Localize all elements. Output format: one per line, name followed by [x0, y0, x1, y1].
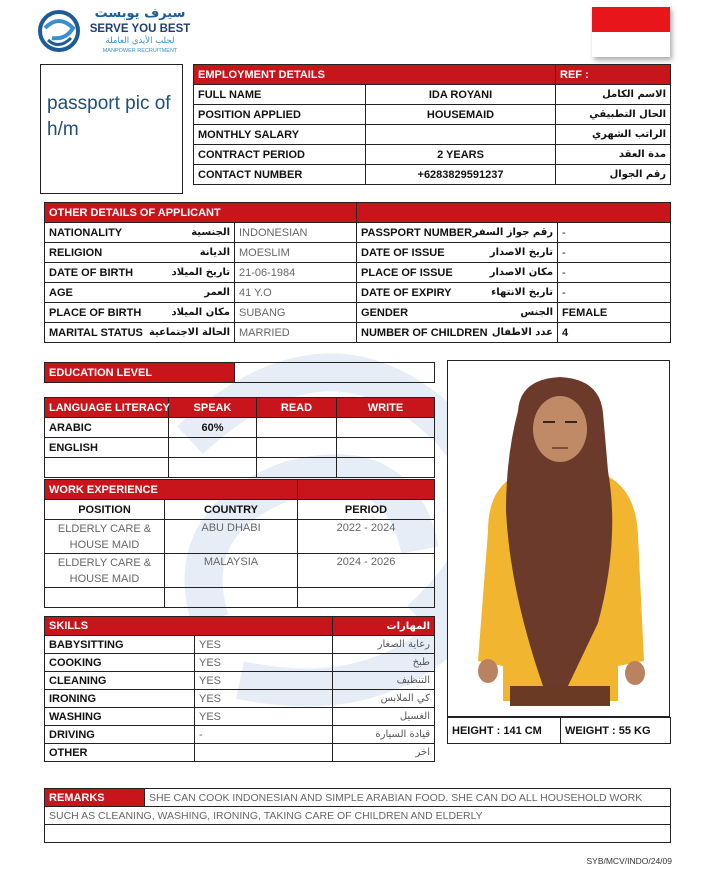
skill-arabic: قيادة السيارة — [333, 726, 435, 744]
row-value: MOESLIM — [235, 243, 357, 263]
row-value: FEMALE — [558, 303, 671, 323]
table-row — [45, 672, 435, 690]
row-label: AGE — [45, 283, 155, 303]
row-arabic: الحال التطبيقي — [556, 105, 671, 125]
education-value — [235, 363, 435, 383]
physical-table — [447, 717, 671, 744]
work-period: 2022 - 2024 — [298, 520, 435, 554]
row-label: MARITAL STATUS — [45, 323, 155, 343]
table-row — [45, 726, 435, 744]
applicant-photo — [447, 360, 670, 717]
skill-value: - — [195, 726, 333, 744]
skill-name: COOKING — [45, 654, 195, 672]
row-label: DATE OF EXPIRY — [357, 283, 470, 303]
row-label: RELIGION — [45, 243, 155, 263]
skill-arabic: اخر — [333, 744, 435, 762]
other-details-header: OTHER DETAILS OF APPLICANT — [45, 203, 357, 223]
skill-value — [195, 744, 333, 762]
row-label: PLACE OF BIRTH — [45, 303, 155, 323]
row-arabic: مكان الميلاد — [155, 303, 235, 323]
write-value — [337, 438, 435, 458]
row-value: 41 Y.O — [235, 283, 357, 303]
skill-name: WASHING — [45, 708, 195, 726]
read-value — [257, 438, 337, 458]
row-value: HOUSEMAID — [366, 105, 556, 125]
work-header: WORK EXPERIENCE — [45, 480, 298, 500]
language-table — [44, 397, 435, 478]
table-row — [45, 554, 435, 588]
row-arabic: عدد الاطفال — [470, 323, 558, 343]
row-label: FULL NAME — [194, 85, 366, 105]
globe-logo-icon — [38, 10, 80, 52]
speak-value: 60% — [169, 418, 257, 438]
employment-header: EMPLOYMENT DETAILS — [194, 65, 556, 85]
table-row — [45, 458, 435, 478]
table-row — [45, 438, 435, 458]
skill-name: CLEANING — [45, 672, 195, 690]
skills-header-arabic: المهارات — [333, 617, 435, 636]
brand-arabic-name: سيرف يوبست — [94, 6, 186, 21]
row-arabic: مكان الاصدار — [470, 263, 558, 283]
skill-arabic: كي الملابس — [333, 690, 435, 708]
row-arabic: الاسم الكامل — [556, 85, 671, 105]
write-header: WRITE — [337, 398, 435, 418]
table-row — [194, 105, 671, 125]
table-row — [45, 636, 435, 654]
row-label: NATIONALITY — [45, 223, 155, 243]
skill-arabic: رعاية الصغار — [333, 636, 435, 654]
remarks-header: REMARKS — [45, 789, 145, 807]
row-arabic: مدة العقد — [556, 145, 671, 165]
table-row — [45, 243, 671, 263]
table-row — [45, 283, 671, 303]
table-row — [194, 85, 671, 105]
skills-header: SKILLS — [45, 617, 333, 636]
table-row — [45, 654, 435, 672]
row-value: - — [558, 263, 671, 283]
skill-arabic: الغسيل — [333, 708, 435, 726]
row-arabic: الراتب الشهري — [556, 125, 671, 145]
skills-table — [44, 616, 435, 762]
work-position: ELDERLY CARE & HOUSE MAID — [45, 520, 165, 554]
ref-label: REF : — [556, 65, 671, 85]
speak-value — [169, 438, 257, 458]
row-label: NUMBER OF CHILDREN — [357, 323, 470, 343]
work-experience-table — [44, 479, 435, 608]
row-value: IDA ROYANI — [366, 85, 556, 105]
language-header: LANGUAGE LITERACY — [45, 398, 169, 418]
read-header: READ — [257, 398, 337, 418]
skill-arabic: طبخ — [333, 654, 435, 672]
speak-header: SPEAK — [169, 398, 257, 418]
row-label: DATE OF ISSUE — [357, 243, 470, 263]
row-arabic: الحالة الاجتماعية — [155, 323, 235, 343]
table-row — [45, 223, 671, 243]
table-row — [194, 145, 671, 165]
country-header: COUNTRY — [165, 500, 298, 520]
row-arabic: تاريخ الانتهاء — [470, 283, 558, 303]
applicant-figure-icon — [448, 361, 671, 718]
skill-value: YES — [195, 654, 333, 672]
skill-name: BABYSITTING — [45, 636, 195, 654]
row-value: INDONESIAN — [235, 223, 357, 243]
education-table — [44, 362, 435, 383]
row-label: PLACE OF ISSUE — [357, 263, 470, 283]
passport-photo-placeholder — [40, 64, 183, 194]
table-row — [45, 520, 435, 554]
read-value — [257, 418, 337, 438]
work-country: MALAYSIA — [165, 554, 298, 588]
row-value: 2 YEARS — [366, 145, 556, 165]
row-label: POSITION APPLIED — [194, 105, 366, 125]
table-row — [45, 690, 435, 708]
skill-value: YES — [195, 636, 333, 654]
work-position: ELDERLY CARE & HOUSE MAID — [45, 554, 165, 588]
row-label: MONTHLY SALARY — [194, 125, 366, 145]
work-header-blank — [298, 480, 435, 500]
language-name: ENGLISH — [45, 438, 169, 458]
table-row — [45, 418, 435, 438]
row-label: PASSPORT NUMBER — [357, 223, 470, 243]
row-arabic: تاريخ الميلاد — [155, 263, 235, 283]
education-header: EDUCATION LEVEL — [45, 363, 235, 383]
row-label: CONTACT NUMBER — [194, 165, 366, 185]
row-value: MARRIED — [235, 323, 357, 343]
position-header: POSITION — [45, 500, 165, 520]
work-country: ABU DHABI — [165, 520, 298, 554]
brand-name: SERVE YOU BEST — [89, 23, 191, 35]
indonesia-flag-icon — [592, 7, 670, 57]
table-row — [45, 303, 671, 323]
row-arabic: الجنسية — [155, 223, 235, 243]
brand-tagline: MANPOWER RECRUITMENT — [102, 48, 178, 54]
table-row — [45, 323, 671, 343]
period-header: PERIOD — [298, 500, 435, 520]
skill-value: YES — [195, 708, 333, 726]
skill-name: OTHER — [45, 744, 195, 762]
row-arabic: تاريخ الاصدار — [470, 243, 558, 263]
skill-value: YES — [195, 690, 333, 708]
height-value: HEIGHT : 141 CM — [448, 718, 561, 744]
table-row — [194, 165, 671, 185]
footer-code: SYB/MCV/INDO/24/09 — [586, 856, 672, 866]
row-label: GENDER — [357, 303, 470, 323]
language-name: ARABIC — [45, 418, 169, 438]
row-label: CONTRACT PERIOD — [194, 145, 366, 165]
table-row — [45, 263, 671, 283]
remarks-line2: SUCH AS CLEANING, WASHING, IRONING, TAKING CARE OF CHILDREN AND ELDERLY — [45, 807, 671, 825]
passport-pic-text: passport pic of h/m — [47, 93, 171, 140]
row-arabic: الديانة — [155, 243, 235, 263]
row-value: 21-06-1984 — [235, 263, 357, 283]
table-row — [45, 744, 435, 762]
table-row — [45, 708, 435, 726]
brand-logo — [38, 6, 198, 56]
row-label: DATE OF BIRTH — [45, 263, 155, 283]
table-row — [194, 125, 671, 145]
remarks-table — [44, 788, 671, 843]
employment-details-table — [193, 64, 671, 185]
row-value: 4 — [558, 323, 671, 343]
row-value: SUBANG — [235, 303, 357, 323]
write-value — [337, 418, 435, 438]
row-value — [366, 125, 556, 145]
row-value: - — [558, 223, 671, 243]
row-value: +6283829591237 — [366, 165, 556, 185]
row-arabic: رقم جواز السفر — [470, 223, 558, 243]
row-arabic: رقم الجوال — [556, 165, 671, 185]
table-row — [45, 588, 435, 608]
remarks-blank — [45, 825, 671, 843]
skill-name: IRONING — [45, 690, 195, 708]
work-period: 2024 - 2026 — [298, 554, 435, 588]
row-value: - — [558, 243, 671, 263]
row-arabic: العمر — [155, 283, 235, 303]
row-arabic: الجنس — [470, 303, 558, 323]
other-details-table — [44, 202, 671, 343]
other-details-header-blank — [357, 203, 671, 223]
skill-arabic: التنظيف — [333, 672, 435, 690]
brand-arabic-tagline: لجلب الأيدي العاملة — [105, 36, 175, 46]
skill-value: YES — [195, 672, 333, 690]
skill-name: DRIVING — [45, 726, 195, 744]
weight-value: WEIGHT : 55 KG — [561, 718, 671, 744]
remarks-line1: SHE CAN COOK INDONESIAN AND SIMPLE ARABIAN FOOD. SHE CAN DO ALL HOUSEHOLD WORK — [145, 789, 671, 807]
row-value: - — [558, 283, 671, 303]
